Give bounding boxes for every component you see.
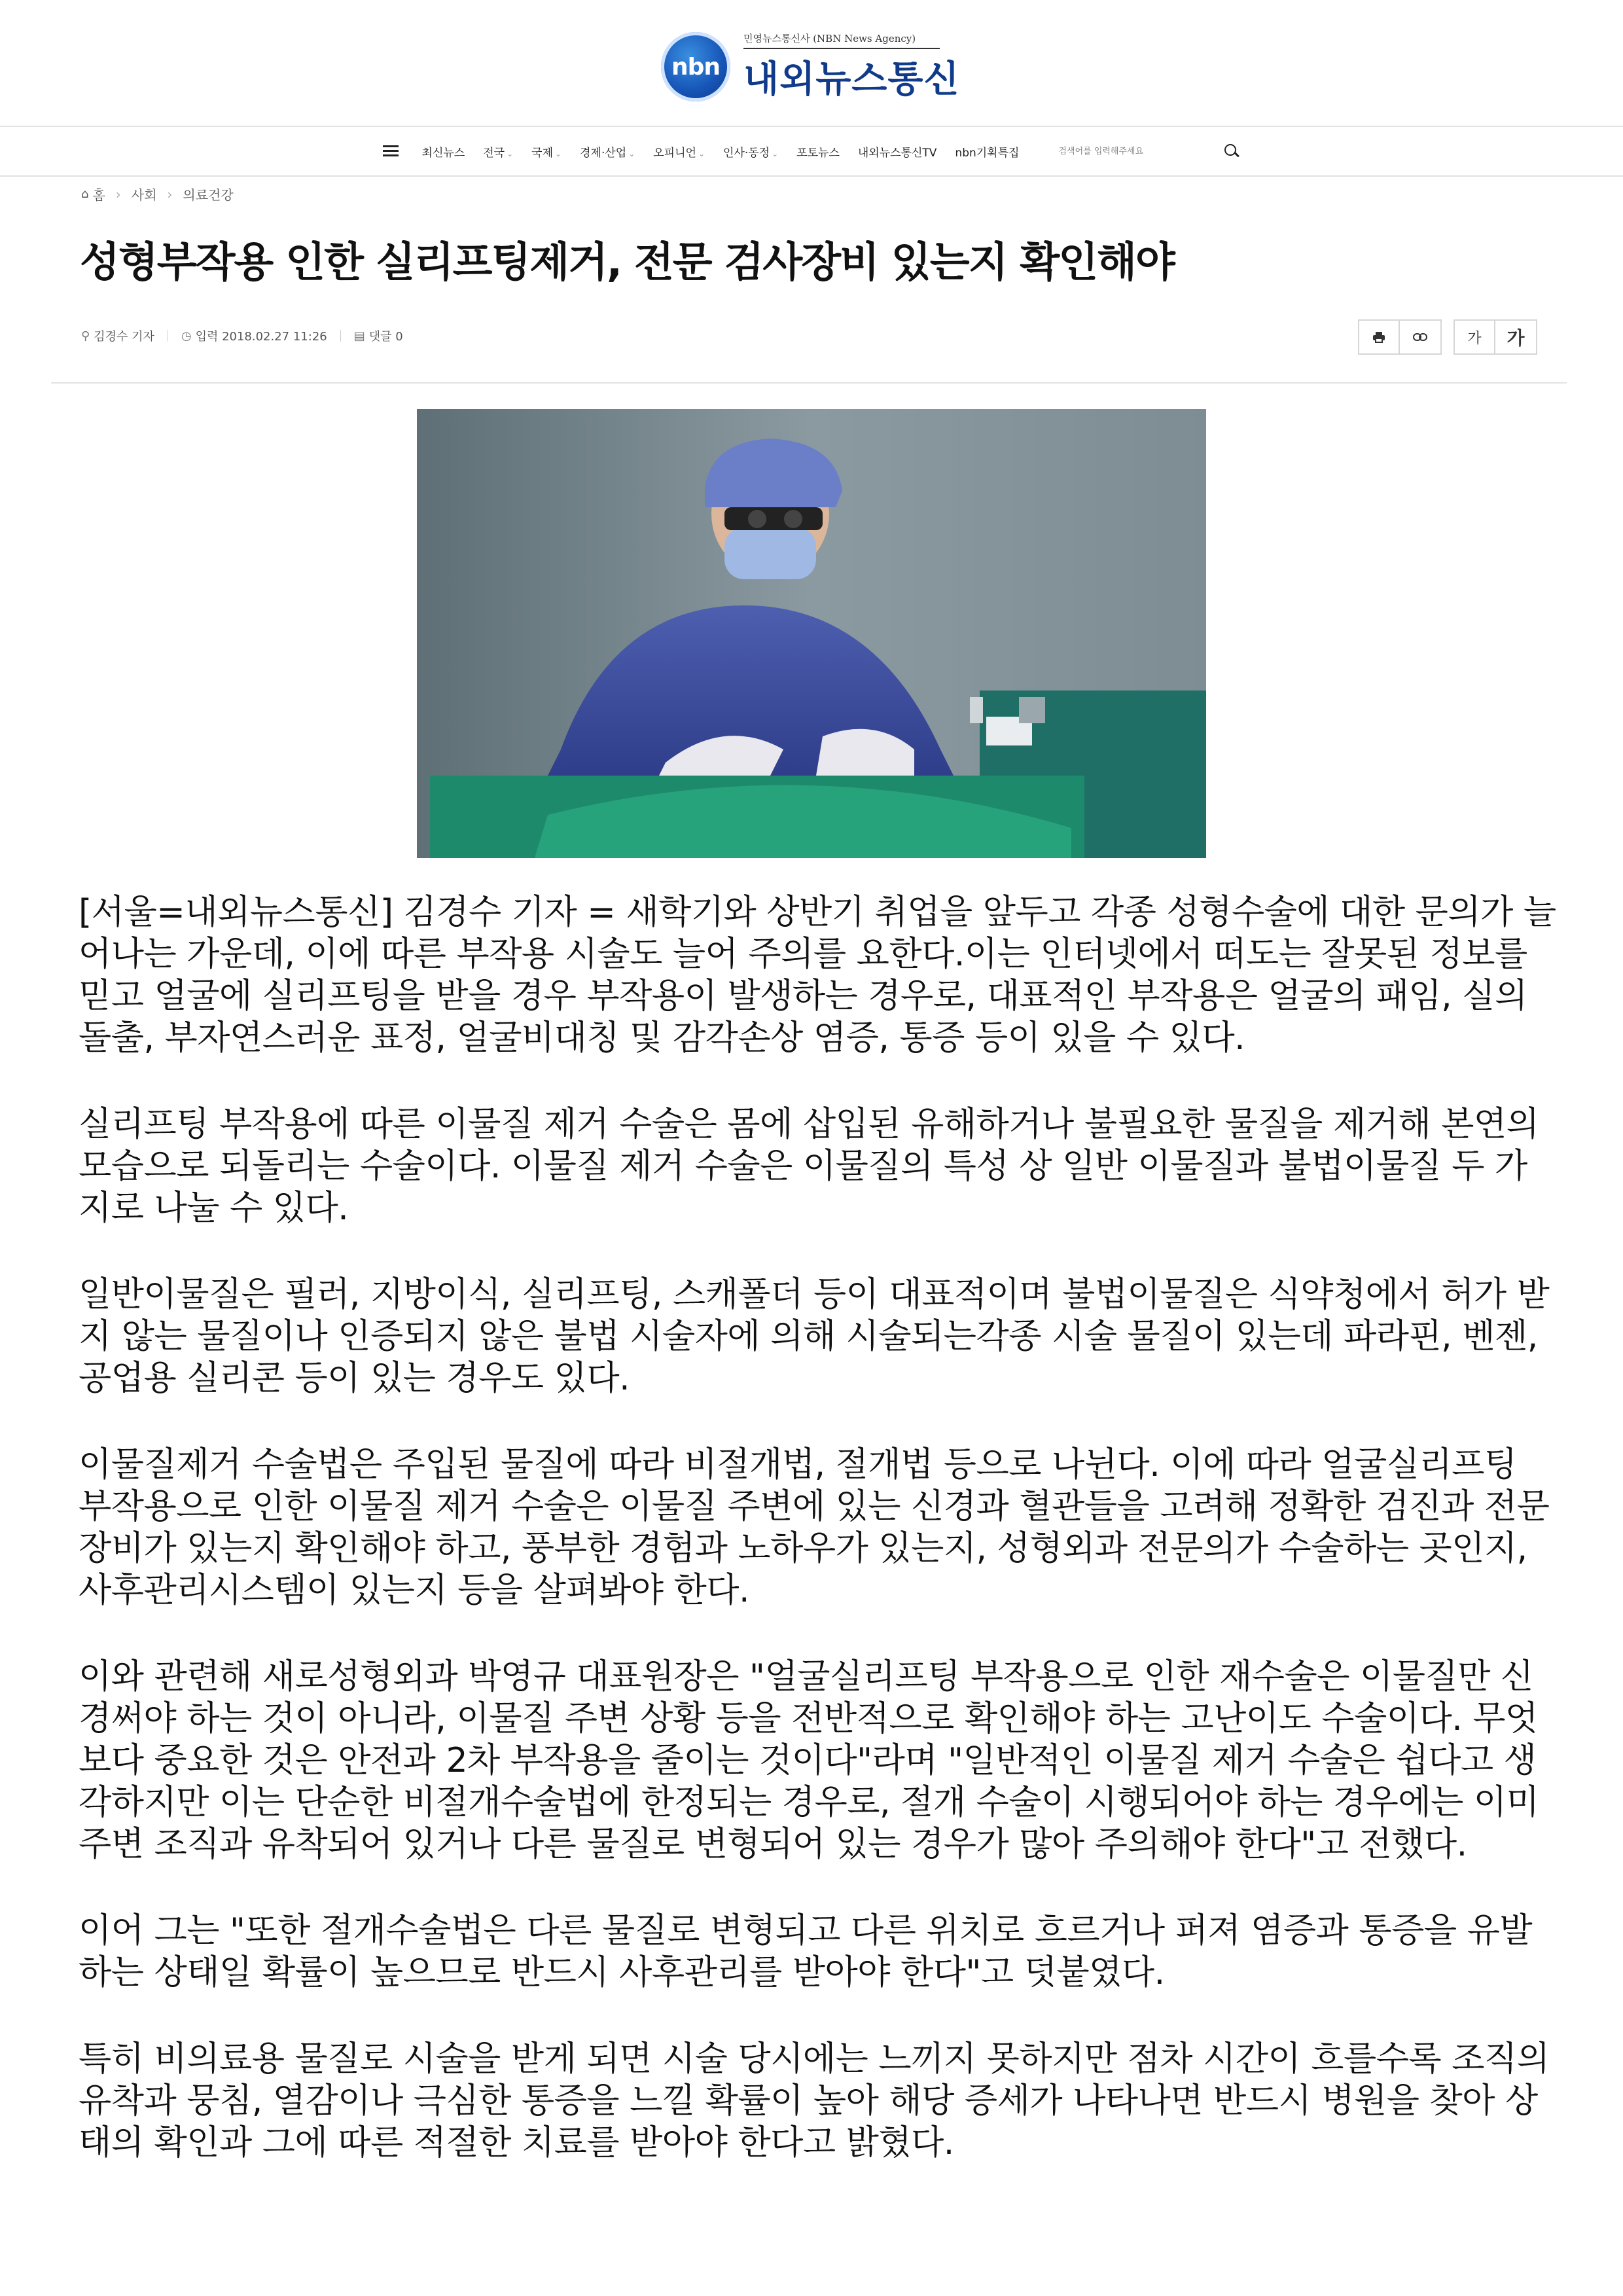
article-paragraph: 일반이물질은 필러, 지방이식, 실리프팅, 스캐폴더 등이 대표적이며 불법이물질은 식약청에서 허가 받지 않는 물질이나 인증되지 않은 불법 시술자에 의해 시술되는각종 시술 물질이 있는데 파라핀, 벤젠, 공업용 실리콘 등이 있는 경우도 있다. — [79, 1275, 1550, 1398]
search-input[interactable] — [1057, 146, 1197, 157]
nav-divider — [0, 175, 1623, 177]
menu-icon[interactable] — [383, 145, 399, 157]
publish-date: 입력 2018.02.27 11:26 — [195, 330, 327, 344]
nav-item-special[interactable]: nbn기획특집 — [955, 146, 1020, 160]
logo-subtitle: 민영뉴스통신사 (NBN News Agency) — [743, 31, 940, 49]
article-paragraph: 이물질제거 수술법은 주입된 물질에 따라 비절개법, 절개법 등으로 나뉜다. 이에 따라 얼굴실리프팅 부작용으로 인한 이물질 제거 수술은 이물질 주변에 있는 신경과 혈관들을 고려해 정확한 검진과 전문 장비가 있는지 확인해야 하고, 풍부한 경험과 노하우가 있는지, 성형외과 전문의가 수술하는 곳인지, 사후관리시스템이 있는지 등을 살펴봐야 한다. — [79, 1445, 1550, 1610]
breadcrumb-section[interactable]: 사회 — [131, 187, 157, 203]
article-meta — [81, 327, 403, 344]
article-tools — [1358, 319, 1537, 355]
article-paragraph: 실리프팅 부작용에 따른 이물질 제거 수술은 몸에 삽입된 유해하거나 불필요한 물질을 제거해 본연의 모습으로 되돌리는 수술이다. 이물질 제거 수술은 이물질의 특성 상 일반 이물질과 불법이물질 두 가지로 나눌 수 있다. — [79, 1105, 1539, 1228]
nav-item-latest[interactable]: 최신뉴스 — [421, 146, 465, 160]
link-icon — [1413, 332, 1427, 342]
meta-divider — [340, 330, 341, 342]
logo-text — [743, 31, 960, 103]
user-icon: ⚲ — [81, 329, 90, 343]
nav-item-opinion[interactable]: 오피니언 ⌄ — [653, 143, 705, 160]
article-title: 성형부작용 인한 실리프팅제거, 전문 검사장비 있는지 확인해야 — [80, 238, 1174, 286]
nav-item-international[interactable]: 국제 ⌄ — [531, 143, 562, 160]
search-icon[interactable] — [1223, 143, 1240, 160]
meta-divider-line — [51, 382, 1567, 384]
header-divider — [0, 126, 1623, 127]
breadcrumb-home[interactable]: 홈 — [92, 187, 105, 203]
article-photo — [417, 409, 1206, 858]
article-body — [79, 891, 1558, 2208]
author-name[interactable]: 김경수 기자 — [94, 330, 154, 344]
main-nav — [0, 128, 1623, 174]
font-smaller-button[interactable]: 가 — [1454, 319, 1495, 355]
comment-count[interactable]: 댓글 0 — [368, 330, 403, 344]
article-paragraph: 이어 그는 "또한 절개수술법은 다른 물질로 변형되고 다른 위치로 흐르거나 퍼져 염증과 통증을 유발하는 상태일 확률이 높으므로 반드시 사후관리를 받아야 한다"고 덧붙였다. — [79, 1911, 1533, 1992]
article-paragraph: 특히 비의료용 물질로 시술을 받게 되면 시술 당시에는 느끼지 못하지만 점차 시간이 흐를수록 조직의 유착과 뭉침, 열감이나 극심한 통증을 느낄 확률이 높아 해당 증세가 나타나면 반드시 병원을 찾아 상태의 확인과 그에 따른 적절한 치료를 받아야 한다고 밝혔다. — [79, 2039, 1550, 2162]
print-button[interactable] — [1358, 319, 1400, 355]
clock-icon: ◷ — [181, 329, 192, 343]
print-icon — [1372, 331, 1385, 343]
nav-item-people[interactable]: 인사·동정 ⌄ — [723, 143, 778, 160]
article-paragraph: [서울=내외뉴스통신] 김경수 기자 = 새학기와 상반기 취업을 앞두고 각종 성형수술에 대한 문의가 늘어나는 가운데, 이에 따른 부작용 시술도 늘어 주의를 요한다.이는 인터넷에서 떠도는 잘못된 정보를 믿고 얼굴에 실리프팅을 받을 경우 부작용이 발생하는 경우로, 대표적인 부작용은 얼굴의 패임, 실의 돌출, 부자연스러운 표정, 얼굴비대칭 및 감각손상 염증, 통증 등이 있을 수 있다. — [79, 893, 1556, 1058]
breadcrumb-subsection[interactable]: 의료건강 — [183, 187, 234, 203]
nbn-logo-icon: nbn — [661, 32, 730, 101]
nav-item-national[interactable]: 전국 ⌄ — [483, 143, 513, 160]
chevron-right-icon: › — [167, 186, 173, 202]
comment-icon: ▤ — [353, 329, 365, 343]
site-logo[interactable] — [661, 27, 960, 106]
share-link-button[interactable] — [1400, 319, 1442, 355]
nav-item-economy[interactable]: 경제·산업 ⌄ — [580, 143, 635, 160]
article-paragraph: 이와 관련해 새로성형외과 박영규 대표원장은 "얼굴실리프팅 부작용으로 인한 재수술은 이물질만 신경써야 하는 것이 아니라, 이물질 주변 상황 등을 전반적으로 확인해야 하는 고난이도 수술이다. 무엇보다 중요한 것은 안전과 2차 부작용을 줄이는 것이다"라며 "일반적인 이물질 제거 수술은 쉽다고 생각하지만 이는 단순한 비절개수술법에 한정되는 경우로, 절개 수술이 시행되어야 하는 경우에는 이미 주변 조직과 유착되어 있거나 다른 물질로 변형되어 있는 경우가 많아 주의해야 한다"고 전했다. — [79, 1657, 1539, 1864]
chevron-right-icon: › — [115, 186, 121, 202]
nav-item-photo[interactable]: 포토뉴스 — [796, 146, 840, 160]
breadcrumb — [81, 185, 234, 204]
home-icon: ⌂ — [81, 187, 89, 201]
nav-item-tv[interactable]: 내외뉴스통신TV — [857, 146, 937, 160]
font-larger-button[interactable]: 가 — [1495, 319, 1537, 355]
site-name: 내외뉴스통신 — [743, 58, 960, 101]
